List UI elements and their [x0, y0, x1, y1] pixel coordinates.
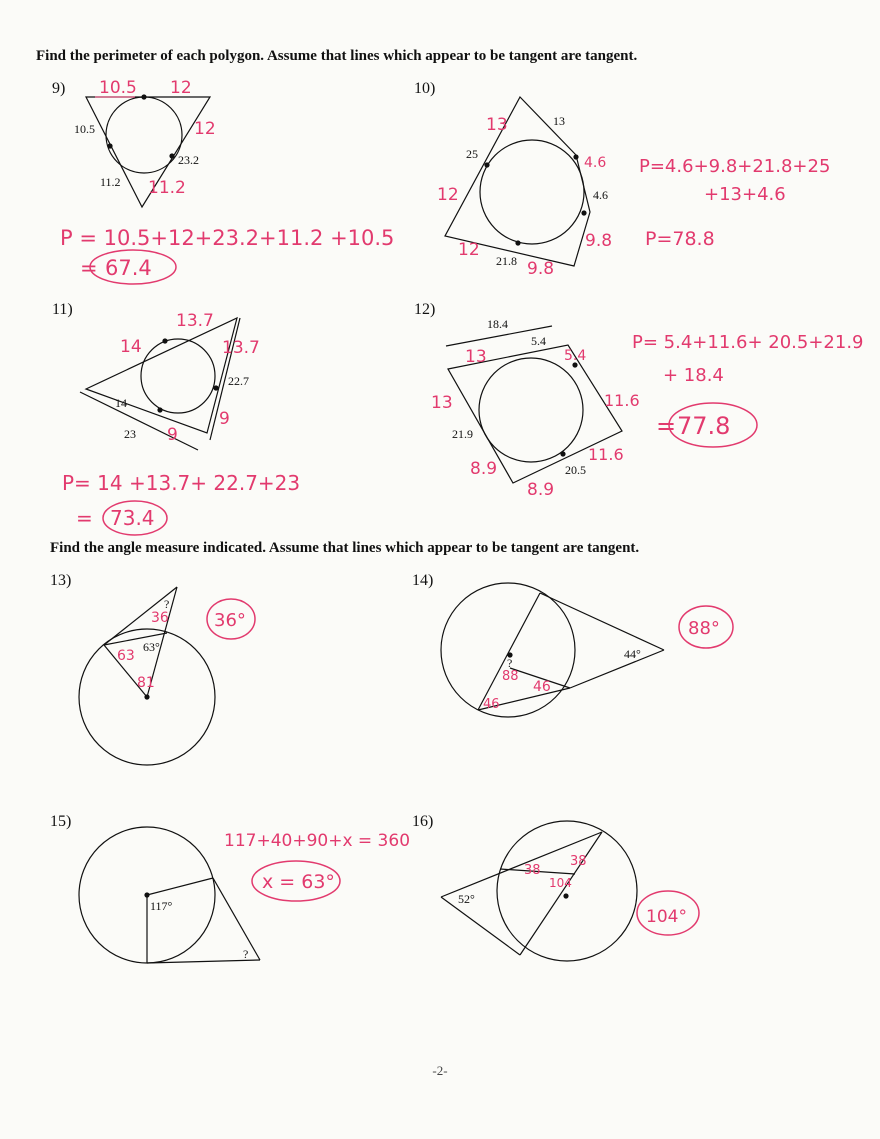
p15-ink-answer: x = 63°	[262, 871, 335, 893]
p15-label-question: ?	[243, 947, 249, 961]
p11-label-14: 14	[115, 396, 127, 410]
p10-ink-12-left: 12	[437, 185, 459, 205]
p16-ink-104: 104	[549, 876, 572, 890]
p15-label-117: 117°	[150, 899, 173, 913]
p13-ink-63: 63	[117, 648, 135, 664]
problem-9-number: 9)	[52, 80, 66, 97]
p9-label-left: 10.5	[74, 122, 95, 136]
p11-ink-answer: 73.4	[110, 506, 155, 530]
perimeter-instructions: Find the perimeter of each polygon. Assume that lines which appear to be tangent are tangent.	[36, 48, 638, 64]
p10-label-13: 13	[553, 114, 565, 128]
p10-ink-equation-cont: +13+4.6	[704, 184, 786, 205]
problem-13-number: 13)	[50, 572, 72, 589]
p16-label-52: 52°	[458, 892, 475, 906]
problem-16-number: 16)	[412, 813, 434, 830]
page-number: -2-	[432, 1063, 448, 1078]
p12-ink-11.6-lower: 11.6	[588, 445, 624, 464]
p10-ink-9.8-right: 9.8	[585, 231, 613, 251]
p14-ink-46-right: 46	[533, 679, 551, 695]
p11-label-22.7: 22.7	[228, 374, 249, 388]
p16-ink-38-left: 38	[524, 863, 541, 878]
p12-ink-8.9-left: 8.9	[470, 459, 498, 479]
p9-ink-equation: P = 10.5+12+23.2+11.2 +10.5	[60, 226, 395, 250]
p12-label-5.4: 5.4	[531, 334, 546, 348]
p10-ink-4.6: 4.6	[584, 155, 607, 171]
p12-ink-5.4: 5.4	[564, 348, 587, 364]
p9-label-right: 23.2	[178, 153, 199, 167]
p11-ink-equals: =	[76, 506, 93, 530]
handwriting-15	[224, 831, 410, 901]
p9-label-bottom: 11.2	[100, 175, 121, 189]
p10-ink-12-bottom: 12	[458, 240, 480, 260]
p13-ink-36: 36	[151, 610, 169, 626]
p12-ink-equals: =	[656, 412, 677, 440]
problem-10-number: 10)	[414, 80, 436, 97]
p11-label-23: 23	[124, 427, 136, 441]
p14-ink-88: 88	[502, 669, 519, 684]
p12-ink-8.9-bottom: 8.9	[527, 480, 555, 500]
p9-ink-equals: =	[80, 256, 98, 280]
p12-ink-13-top: 13	[465, 347, 487, 367]
p12-ink-13-left: 13	[431, 393, 453, 413]
p11-ink-9-bottom: 9	[167, 425, 178, 445]
handwriting-14	[483, 606, 733, 712]
p9-ink-12-right: 12	[194, 119, 216, 139]
problem-12-number: 12)	[414, 301, 436, 318]
p14-label-question: ?	[507, 656, 513, 670]
p12-ink-answer: 77.8	[677, 412, 731, 440]
p13-ink-answer: 36°	[214, 610, 246, 631]
p13-label-question: ?	[164, 597, 170, 611]
problem-11-figure	[80, 318, 240, 450]
angle-instructions: Find the angle measure indicated. Assume that lines which appear to be tangent are tangent.	[50, 540, 640, 556]
handwriting-16	[524, 854, 699, 935]
problem-14-number: 14)	[412, 572, 434, 589]
p10-label-21.8: 21.8	[496, 254, 517, 268]
p16-ink-38-right: 38	[570, 854, 587, 869]
p13-ink-81: 81	[137, 675, 155, 691]
p9-ink-11.2: 11.2	[148, 178, 186, 198]
p11-ink-13.7-top: 13.7	[176, 311, 214, 331]
problem-16-figure	[441, 821, 637, 961]
p10-ink-9.8-bottom: 9.8	[527, 259, 555, 279]
p10-label-25: 25	[466, 147, 478, 161]
p16-ink-answer: 104°	[646, 907, 687, 927]
p9-ink-answer: 67.4	[105, 256, 152, 280]
handwriting-13	[117, 599, 255, 691]
p12-ink-equation: P= 5.4+11.6+ 20.5+21.9	[632, 332, 864, 353]
p14-label-44: 44°	[624, 647, 641, 661]
p9-ink-12-top: 12	[170, 78, 192, 98]
handwriting-12	[431, 332, 864, 500]
p10-label-4.6: 4.6	[593, 188, 608, 202]
problem-11-number: 11)	[52, 301, 73, 318]
p14-ink-46-left: 46	[483, 697, 500, 712]
p12-ink-11.6-upper: 11.6	[604, 391, 640, 410]
problem-15-number: 15)	[50, 813, 72, 830]
p10-ink-equation: P=4.6+9.8+21.8+25	[639, 156, 831, 177]
p9-ink-10.5: 10.5	[99, 78, 137, 98]
p14-ink-answer: 88°	[688, 618, 720, 639]
p12-label-20.5: 20.5	[565, 463, 586, 477]
p13-label-63: 63°	[143, 640, 160, 654]
p12-label-18.4: 18.4	[487, 317, 508, 331]
p12-label-21.9: 21.9	[452, 427, 473, 441]
p11-ink-13.7-right: 13.7	[222, 338, 260, 358]
p10-ink-answer: P=78.8	[645, 228, 715, 250]
p10-ink-13: 13	[486, 115, 508, 135]
p15-ink-equation: 117+40+90+x = 360	[224, 831, 411, 851]
p11-ink-equation: P= 14 +13.7+ 22.7+23	[62, 471, 301, 495]
p11-ink-9-right: 9	[219, 409, 230, 429]
p11-ink-14: 14	[120, 337, 142, 357]
p12-ink-equation-cont: + 18.4	[663, 365, 724, 386]
